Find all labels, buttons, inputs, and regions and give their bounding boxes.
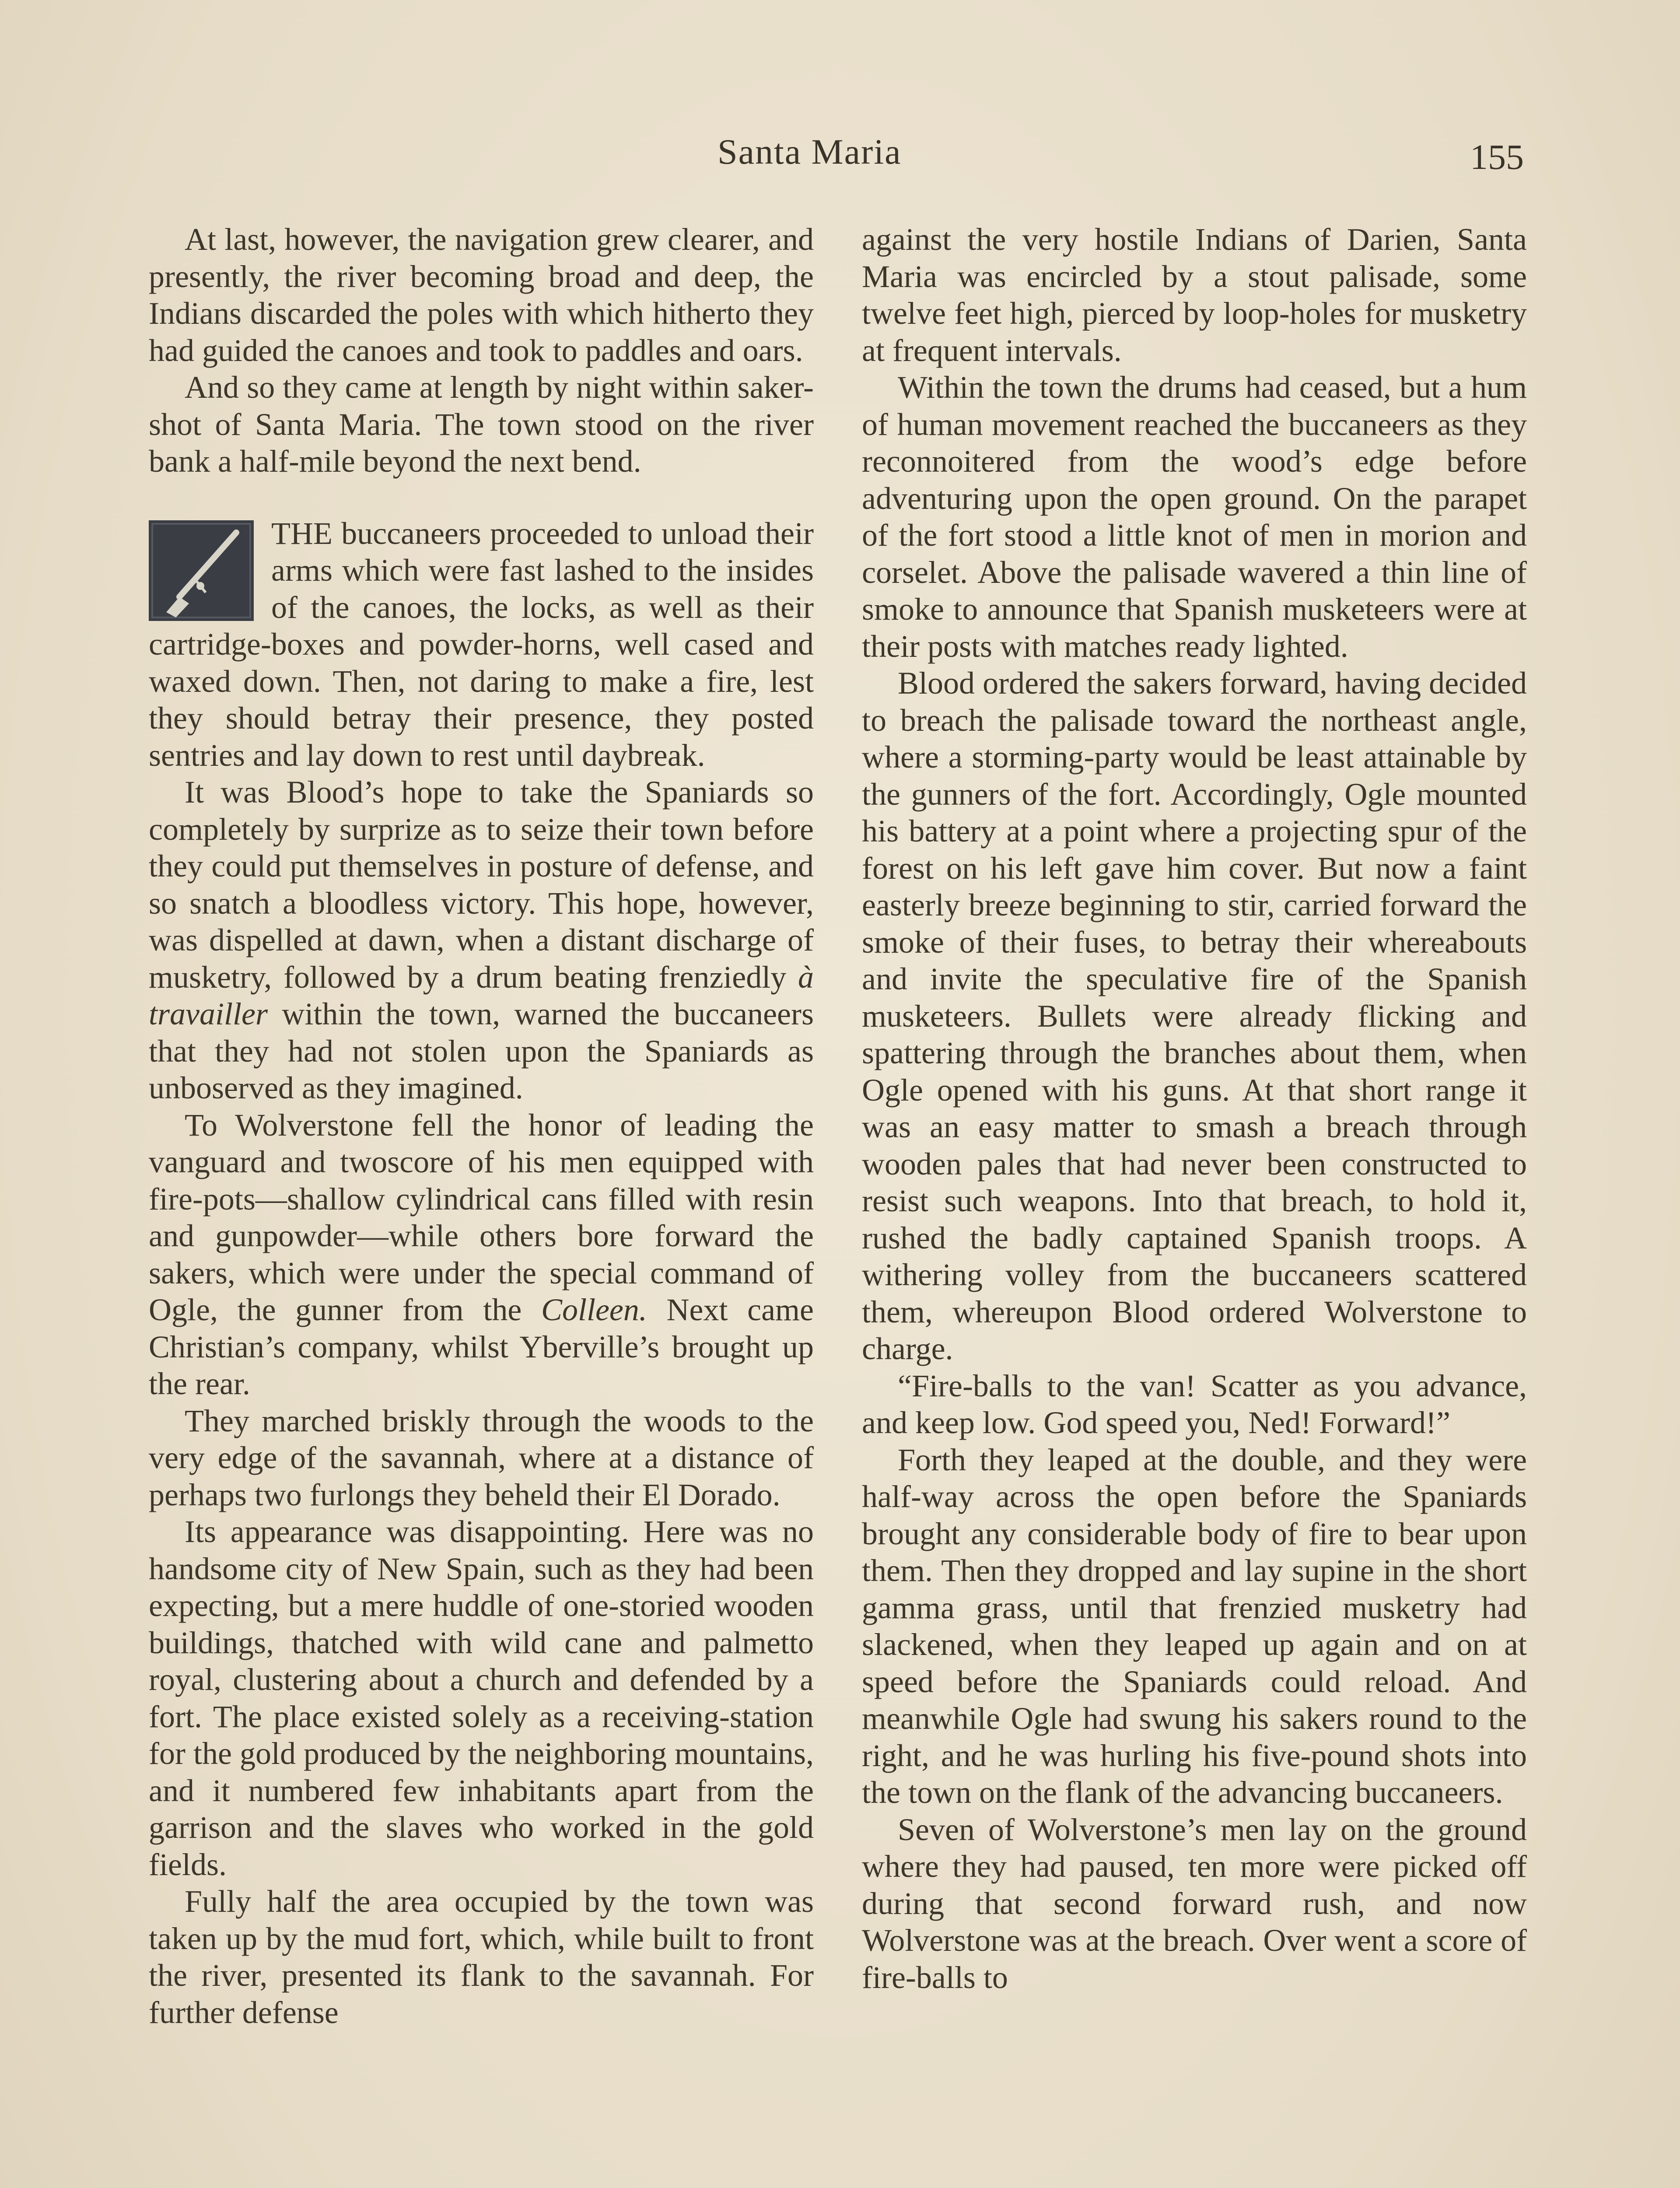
paragraph: And so they came at length by night within saker-shot of Santa Maria. The town stood on the river bank a half-mile beyond the next bend. bbox=[149, 370, 814, 479]
running-title: Santa Maria bbox=[718, 132, 902, 172]
paragraph: “Fire-balls to the van! Scatter as you advance, and keep low. God speed you, Ned! Forward!” bbox=[862, 1368, 1527, 1440]
paragraph-text: THE buccaneers proceeded to unload their arms which were fast lashed to the insides of the canoes, the locks, as well as their cartridge-boxes and powder-horns, well cased and waxed down. Then, not daring to make a fire, lest they should betray their presence, they posted sentries and lay down to rest until daybreak. bbox=[149, 515, 814, 773]
paragraph-text: Next came Christian’s company, whilst Yberville’s brought up the rear. bbox=[149, 1292, 814, 1401]
paragraph-continued: against the very hostile Indians of Darien, Santa Maria was encircled by a stout palisade, some twelve feet high, pierced by loop-holes for musketry at frequent intervals. bbox=[862, 222, 1527, 368]
paragraph: They marched briskly through the woods to the very edge of the savannah, where at a distance of perhaps two furlongs they beheld their El Dorado. bbox=[149, 1403, 814, 1512]
paragraph-text: To Wolverstone fell the honor of leading the vanguard and twoscore of his men equipped with fire-pots—shallow cylindrical cans filled with resin and gunpowder—while others bore forward the sakers, which were under the special command of Ogle, the gunner from the bbox=[149, 1107, 814, 1327]
paragraph-text: within the town, warned the buccaneers that they had not stolen upon the Spaniards as unboserved as they imagined. bbox=[149, 996, 814, 1105]
paragraph bbox=[149, 774, 814, 1107]
paragraph-dropcap bbox=[149, 515, 814, 774]
italic-phrase: à travailler bbox=[149, 959, 814, 1031]
right-column bbox=[862, 221, 1527, 1996]
paragraph: At last, however, the navigation grew clearer, and presently, the river becoming broad and deep, the Indians discarded the poles with which hitherto they had guided the canoes and took to paddles and oars. bbox=[149, 222, 814, 368]
musket-drop-cap-icon bbox=[149, 520, 254, 621]
paragraph: Seven of Wolverstone’s men lay on the ground where they had paused, ten more were picked off during that second forward rush, and now Wolverstone was at the breach. Over went a score of fire-balls to bbox=[862, 1812, 1527, 1995]
ship-name: Colleen. bbox=[541, 1292, 647, 1327]
paragraph: Within the town the drums had ceased, but a hum of human movement reached the buccaneers as they reconnoitered from the wood’s edge before adventuring upon the open ground. On the parapet of the fort stood a little knot of men in morion and corselet. Above the palisade wavered a thin line of smoke to announce that Spanish musketeers were at their posts with matches ready lighted. bbox=[862, 370, 1527, 664]
paragraph: Blood ordered the sakers forward, having decided to breach the palisade toward the northeast angle, where a storming-party would be least attainable by the gunners of the fort. Accordingly, Ogle mounted his battery at a point where a projecting spur of the forest on his left gave him cover. But now a faint easterly breeze beginning to stir, carried forward the smoke of their fuses, to betray their whereabouts and invite the speculative fire of the Spanish musketeers. Bullets were already flicking and spattering through the branches about them, when Ogle opened with his guns. At that short range it was an easy matter to smash a breach through wooden pales that had never been constructed to resist such weapons. Into that breach, to hold it, rushed the badly captained Spanish troops. A withering volley from the buccaneers scattered them, whereupon Blood ordered Wolverstone to charge. bbox=[862, 666, 1527, 1366]
page-number: 155 bbox=[1470, 137, 1524, 177]
paragraph bbox=[149, 1107, 814, 1403]
paragraph: Fully half the area occupied by the town was taken up by the mud fort, which, while built to front the river, presented its flank to the savannah. For further defense bbox=[149, 1884, 814, 2030]
paragraph: Its appearance was disappointing. Here was no handsome city of New Spain, such as they had been expecting, but a mere huddle of one-storied wooden buildings, thatched with wild cane and palmetto royal, clustering about a church and defended by a fort. The place existed solely as a receiving-station for the gold produced by the neighboring mountains, and it numbered few inhabitants apart from the garrison and the slaves who worked in the gold fields. bbox=[149, 1514, 814, 1882]
paragraph: Forth they leaped at the double, and they were half-way across the open before the Spaniards brought any considerable body of fire to bear upon them. Then they dropped and lay supine in the short gamma grass, until that frenzied musketry had slackened, when they leaped up again and on at speed before the Spaniards could reload. And meanwhile Ogle had swung his sakers round to the right, and he was hurling his five-pound shots into the town on the flank of the advancing buccaneers. bbox=[862, 1442, 1527, 1810]
left-column bbox=[149, 221, 814, 2031]
paragraph-text: It was Blood’s hope to take the Spaniards so completely by surprize as to seize their town before they could put themselves in posture of defense, and so snatch a bloodless victory. This hope, however, was dispelled at dawn, when a distant discharge of musketry, followed by a drum beating frenziedly bbox=[149, 775, 814, 995]
